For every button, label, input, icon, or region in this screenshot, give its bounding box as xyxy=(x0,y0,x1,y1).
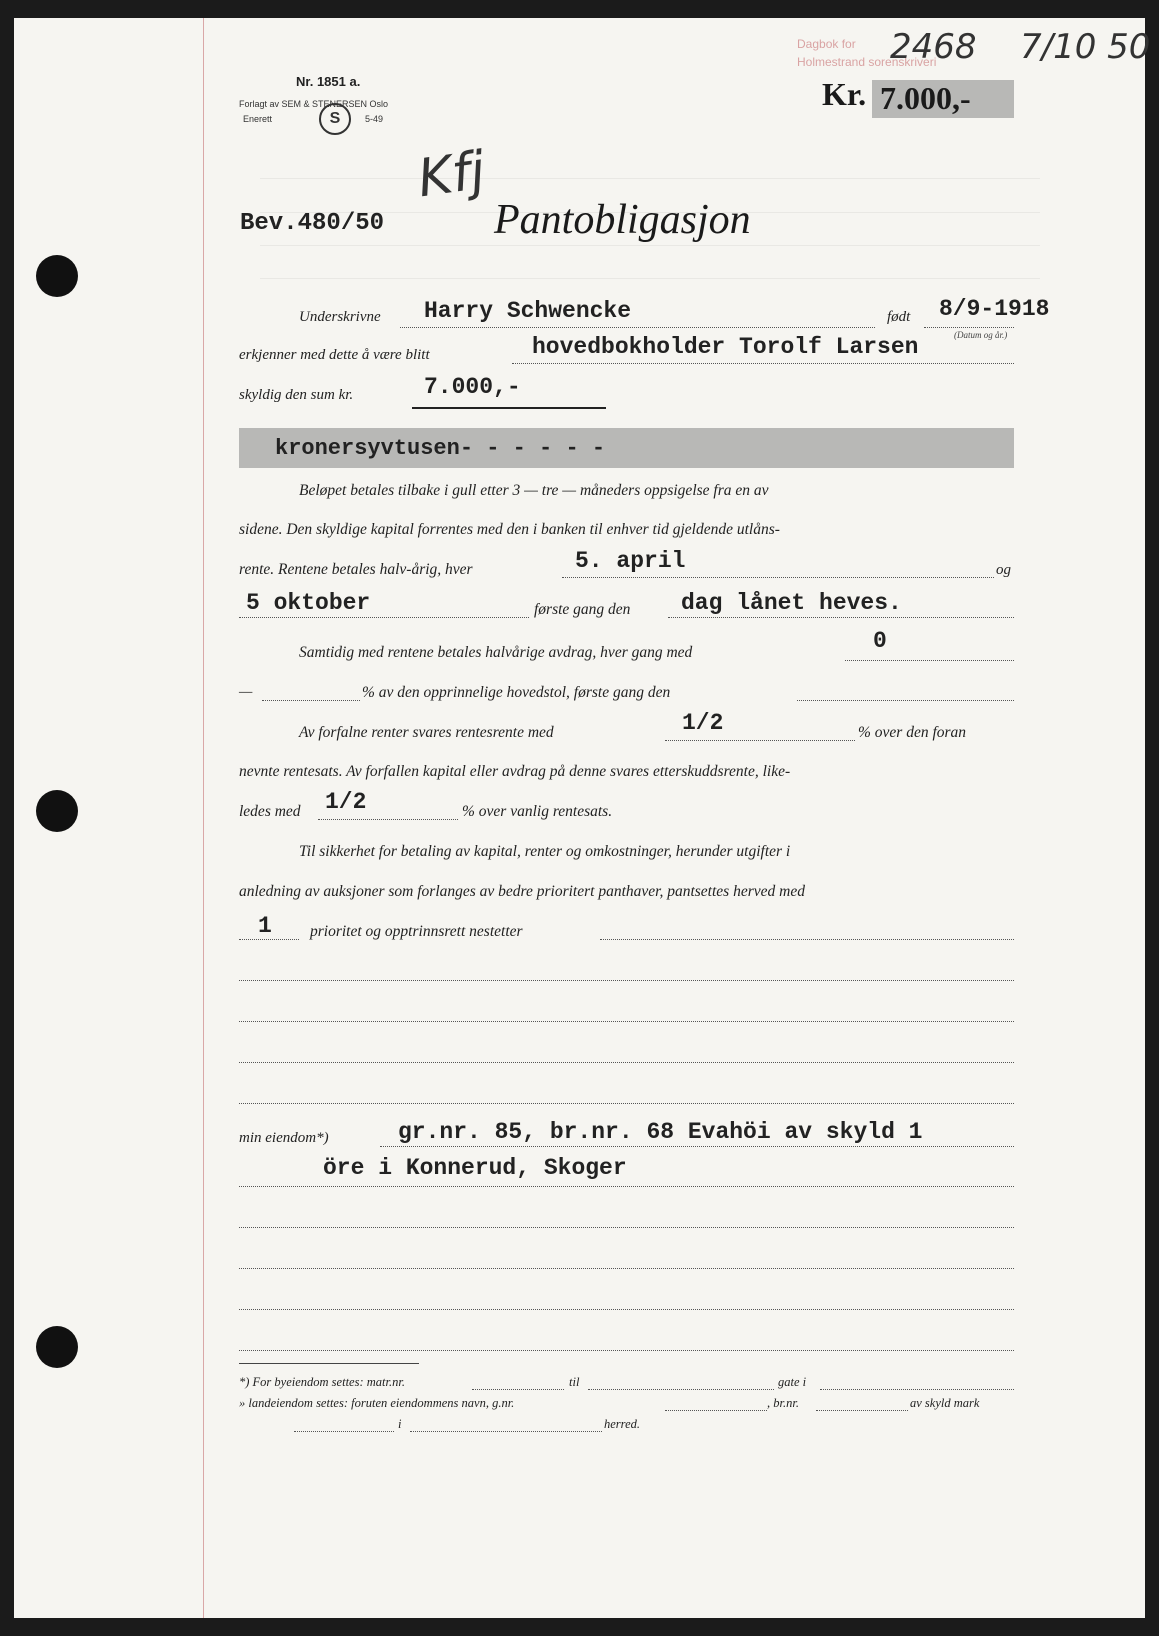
first-time-label: første gang den xyxy=(534,601,631,618)
footnote-line-2c: av skyld mark xyxy=(910,1396,980,1410)
og-word: og xyxy=(996,562,1011,578)
publisher-logo: S xyxy=(319,103,351,135)
footnote-line-1b: til xyxy=(569,1375,580,1389)
kr-amount: 7.000,- xyxy=(880,80,971,116)
property-label: min eiendom*) xyxy=(239,1130,329,1146)
footnote-line-1a: *) For byeiendom settes: matr.nr. xyxy=(239,1375,405,1389)
paragraph-1-line2: sidene. Den skyldige kapital forrentes med den i banken til enhver tid gjeldende utlåns- xyxy=(239,521,780,538)
debtor-name: Harry Schwencke xyxy=(424,298,632,324)
paragraph-3-line1a: Av forfalne renter svares rentesrente med xyxy=(299,724,554,741)
footnote-line-1c: gate i xyxy=(778,1375,807,1389)
blank-line xyxy=(239,1021,1014,1022)
paragraph-3-line3b: % over vanlig rentesats. xyxy=(462,803,613,820)
paragraph-4-line2: anledning av auksjoner som forlanges av bedre prioritert panthaver, pantsettes herved med xyxy=(239,883,805,900)
property-line-2: öre i Konnerud, Skoger xyxy=(323,1155,627,1181)
birth-date: 8/9-1918 xyxy=(939,296,1050,322)
punch-hole xyxy=(36,255,78,297)
creditor-name: hovedbokholder Torolf Larsen xyxy=(532,334,919,360)
publisher-enerett: Enerett xyxy=(243,114,273,124)
born-hint: (Datum og år.) xyxy=(954,330,1008,340)
property-line-1: gr.nr. 85, br.nr. 68 Evahöi av skyld 1 xyxy=(398,1119,923,1145)
paragraph-1-line1: Beløpet betales tilbake i gull etter 3 — tre — måneders oppsigelse fra en av xyxy=(299,482,769,499)
blank-line xyxy=(239,1062,1014,1063)
blank-line xyxy=(239,1227,1014,1228)
paragraph-3-line1b: % over den foran xyxy=(858,724,967,741)
overdue-interest-rate: 1/2 xyxy=(325,789,367,815)
acknowledge-label: erkjenner med dette å være blitt xyxy=(239,347,430,363)
installment-value: 0 xyxy=(873,628,887,654)
publisher-code: 5-49 xyxy=(365,114,384,124)
paragraph-3-line3a: ledes med xyxy=(239,803,301,820)
interest-date-2: 5 oktober xyxy=(246,590,371,616)
footnote-line-2b: , br.nr. xyxy=(767,1396,799,1410)
paragraph-2-line1: Samtidig med rentene betales halvårige avdrag, hver gang med xyxy=(299,644,693,661)
initials-signature: Kfj xyxy=(414,140,489,210)
paragraph-2-line2: % av den opprinnelige hovedstol, første gang den xyxy=(362,684,671,701)
paragraph-4-line3: prioritet og opptrinnsrett nestetter xyxy=(310,923,523,940)
journal-date: 7/10 50 xyxy=(1020,27,1151,67)
journal-number: 2468 xyxy=(890,27,977,67)
paragraph-2-dash: — xyxy=(239,684,253,700)
blank-line xyxy=(239,1103,1014,1104)
blank-line xyxy=(239,1268,1014,1269)
paragraph-1-line3: rente. Rentene betales halv-årig, hver xyxy=(239,561,473,578)
form-number: Nr. 1851 a. xyxy=(296,74,361,89)
footnote-line-2a: » landeiendom settes: foruten eiendommens navn, g.nr. xyxy=(239,1396,515,1410)
footnote-line-3b: herred. xyxy=(604,1417,640,1431)
punch-hole xyxy=(36,790,78,832)
registry-stamp-line1: Dagbok for xyxy=(797,37,856,51)
page-title: Pantobligasjon xyxy=(494,197,751,243)
punch-hole xyxy=(36,1326,78,1368)
registry-stamp-line2: Holmestrand sorenskriveri xyxy=(797,55,937,69)
blank-line xyxy=(239,1350,1014,1351)
born-label: født xyxy=(887,309,911,325)
sum-amount: 7.000,- xyxy=(424,374,521,400)
late-interest-rate: 1/2 xyxy=(682,710,724,736)
publisher-line: Forlagt av SEM & STENERSEN Oslo xyxy=(239,99,389,109)
undersigned-label: Underskrivne xyxy=(299,309,381,325)
interest-date-1: 5. april xyxy=(575,548,686,574)
blank-line xyxy=(239,980,1014,981)
blank-line xyxy=(239,1309,1014,1310)
paragraph-3-line2: nevnte rentesats. Av forfallen kapital eller avdrag på denne svares etterskuddsrente, like- xyxy=(239,763,791,780)
margin-rule xyxy=(203,18,204,1618)
sum-in-words: kronersyvtusen- - - - - - xyxy=(275,436,606,461)
first-time-value: dag lånet heves. xyxy=(681,590,902,616)
priority-value: 1 xyxy=(258,913,272,939)
footnote-rule xyxy=(239,1363,419,1364)
owe-label: skyldig den sum kr. xyxy=(239,387,354,403)
kr-label: Kr. xyxy=(822,76,867,112)
paragraph-4-line1: Til sikkerhet for betaling av kapital, renter og omkostninger, herunder utgifter i xyxy=(299,843,791,860)
case-reference: Bev.480/50 xyxy=(240,210,385,237)
footnote-line-3a: i xyxy=(398,1417,402,1431)
